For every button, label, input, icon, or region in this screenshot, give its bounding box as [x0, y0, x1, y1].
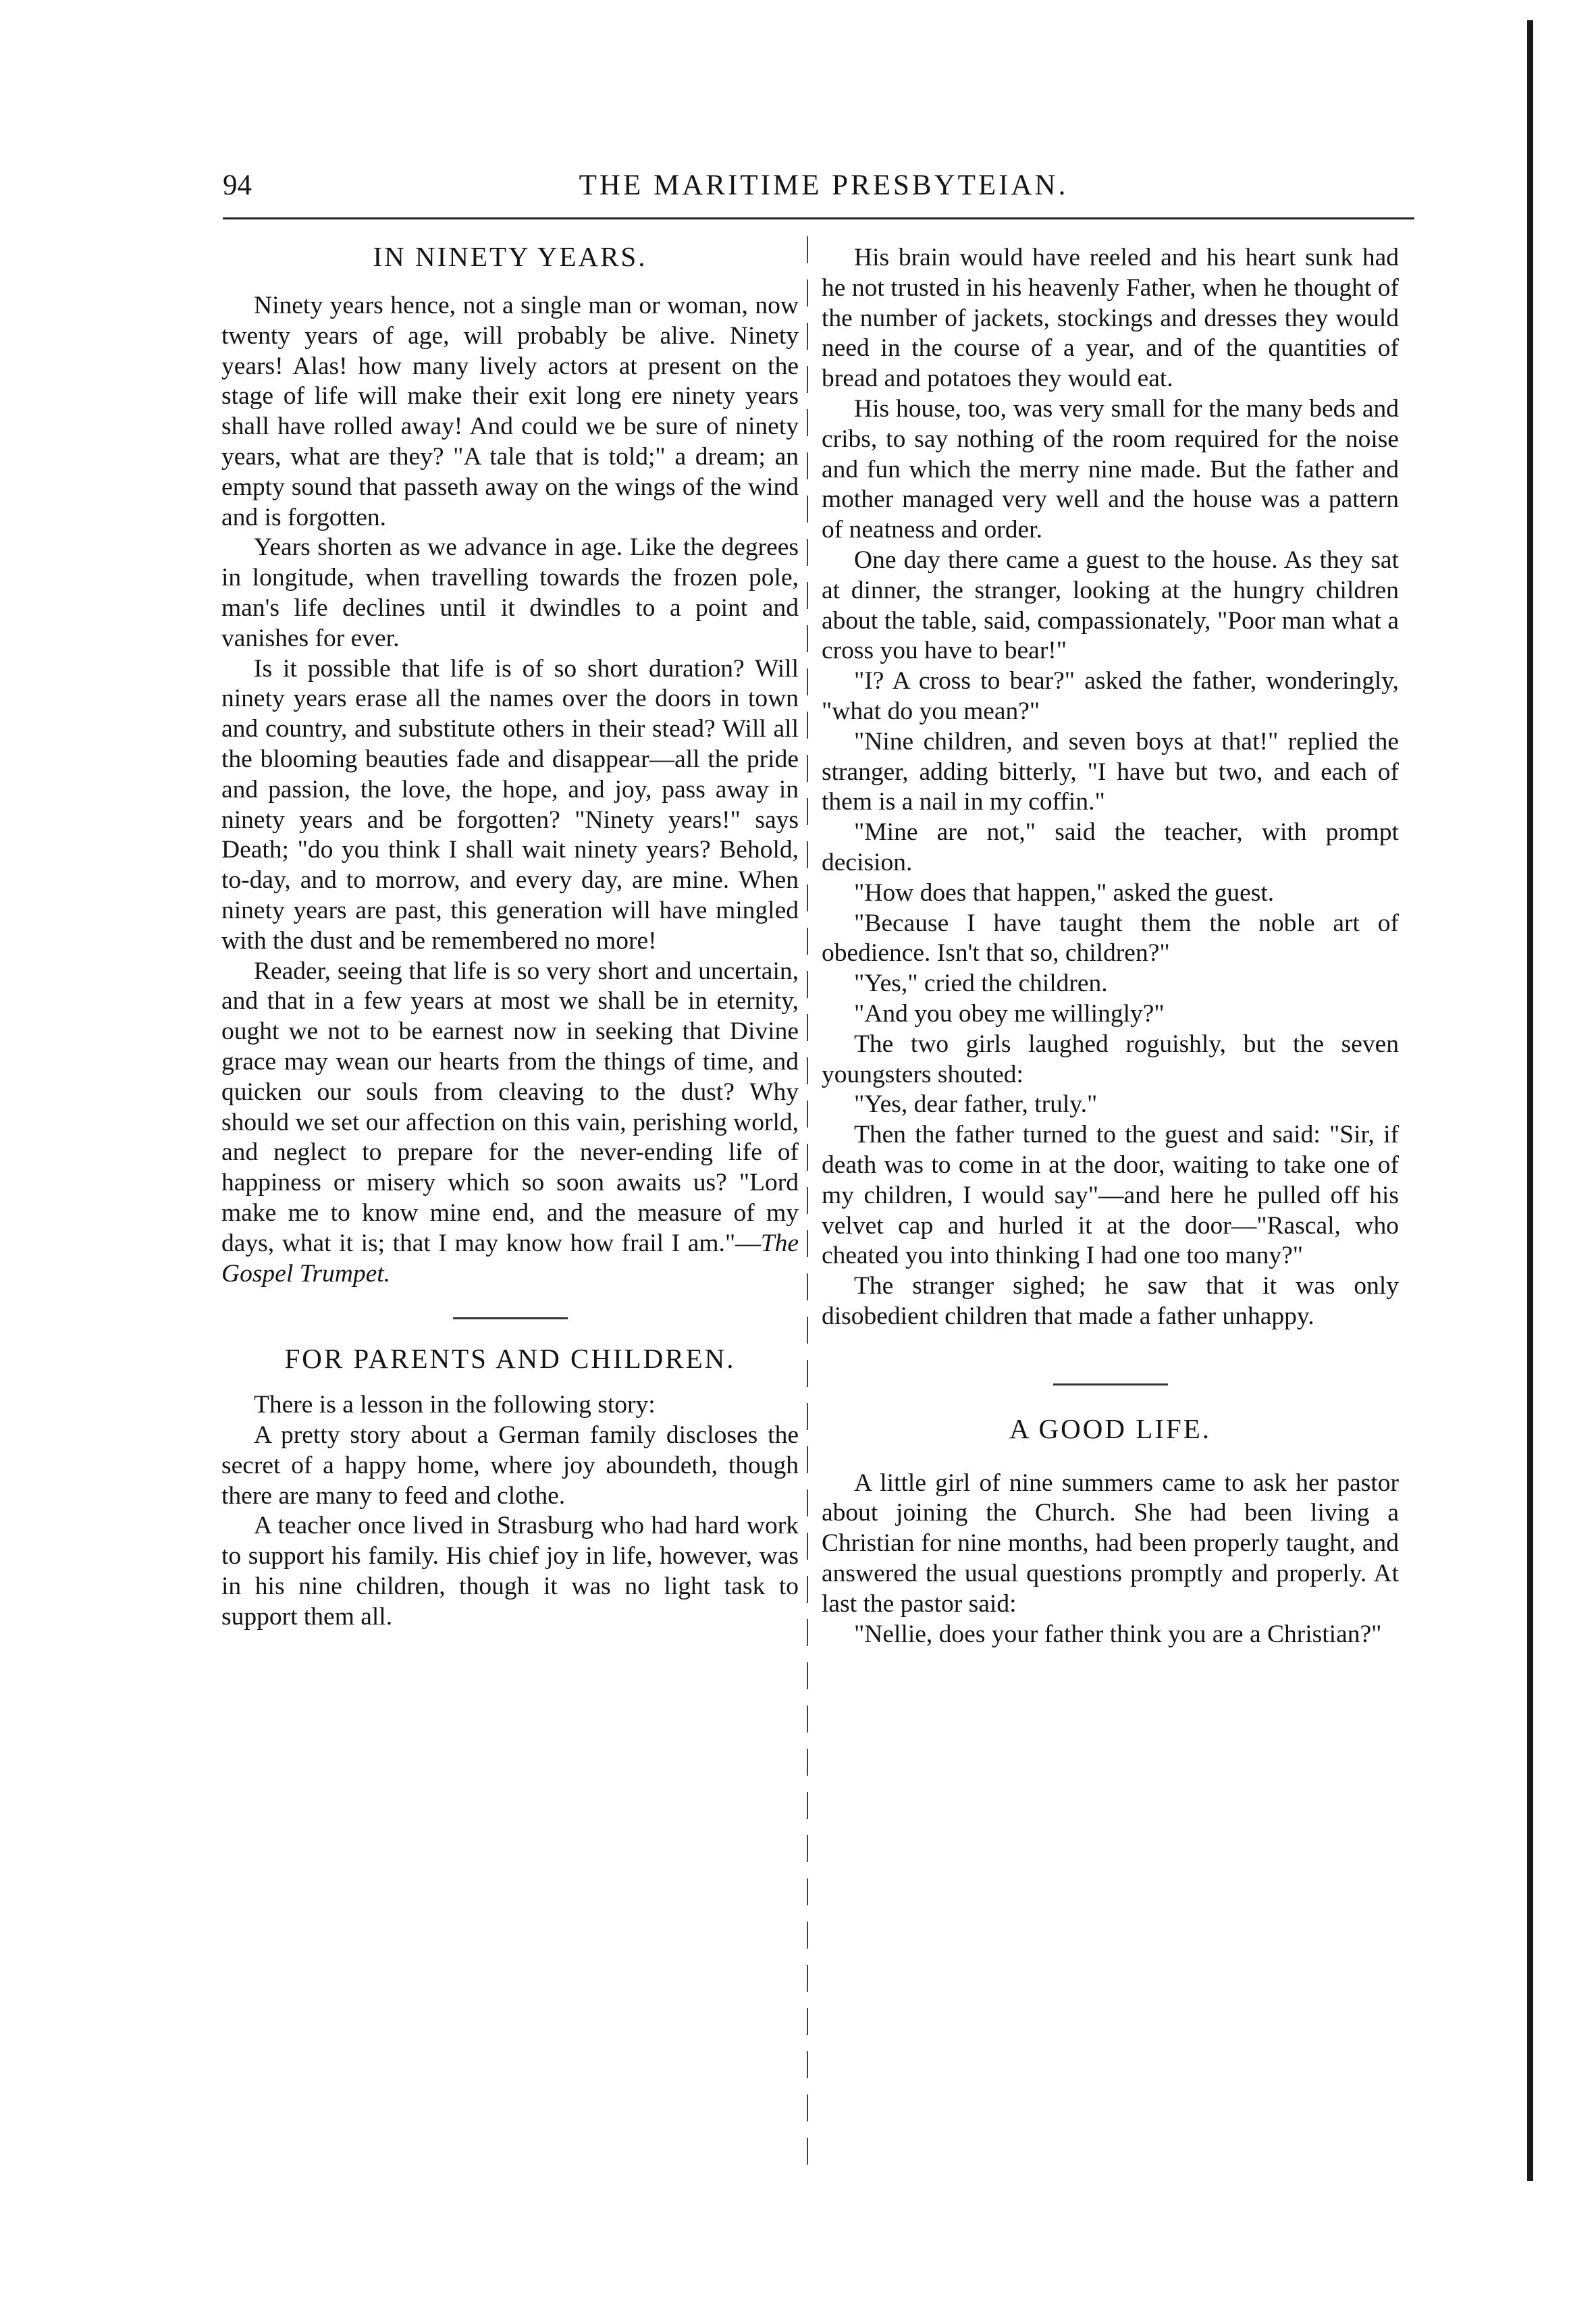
header-rule — [223, 217, 1414, 219]
paragraph: "Nine children, and seven boys at that!" replied the stranger, adding bitterly, "I have but two, and each of them is a nail in my coffin." — [822, 727, 1399, 816]
source-citation: The Gospel Trumpet. — [221, 1229, 799, 1288]
right-column — [822, 243, 1399, 1649]
paragraph: "Mine are not," said the teacher, with prompt decision. — [822, 818, 1399, 876]
paragraph-text: Reader, seeing that life is so very short and uncertain, and that in a few years at most we shall be in eternity, ought we not to be earnest now in seeking that Divine grace may wean our hearts from the things of time, and quicken our souls from cleaving to the dust? Why should we set our affection on this vain, perishing world, and neglect to prepare for the never-ending life of happiness or misery which so soon awaits us? "Lord make me to know mine end, and the measure of my days, what it is; that I may know how frail I am."— — [221, 957, 799, 1257]
paragraph: "And you obey me willingly?" — [854, 999, 1165, 1028]
article-title-good-life: A GOOD LIFE. — [1009, 1412, 1212, 1444]
paragraph: A teacher once lived in Strasburg who had hard work to support his family. His chief joy in life, however, was in his nine children, though it was no light task to support them all. — [221, 1512, 799, 1631]
paragraph: There is a lesson in the following story: — [254, 1391, 656, 1419]
paragraph: A little girl of nine summers came to ask her pastor about joining the Church. She had been living a Christian for nine months, had been properly taught, and answered the usual questions promptly and properly. At last the pastor said: — [822, 1469, 1399, 1618]
section-rule — [453, 1317, 568, 1319]
paragraph: A pretty story about a German family discloses the secret of a happy home, where joy aboundeth, though there are many to feed and clothe. — [221, 1421, 799, 1510]
paragraph: His brain would have reeled and his heart sunk had he not trusted in his heavenly Father, when he thought of the number of jackets, stockings and dresses they would need in the course of a year, and of the quantities of bread and potatoes they would eat. — [822, 244, 1399, 393]
section-rule — [1053, 1383, 1168, 1385]
paragraph: "Nellie, does your father think you are a Christian?" — [854, 1620, 1382, 1648]
paragraph: "Yes, dear father, truly." — [854, 1090, 1098, 1119]
paragraph: Then the father turned to the guest and said: "Sir, if death was to come in at the door, waiting to take one of my children, I would say"—and here he pulled off his velvet cap and hurled it at the door—"Rascal, who cheated you into thinking I had one too many?" — [822, 1121, 1399, 1270]
column-divider — [807, 236, 808, 2181]
paragraph: One day there came a guest to the house. As they sat at dinner, the stranger, looking at the hungry children about the table, said, compassionately, "Poor man what a cross you have to bear!" — [822, 546, 1399, 665]
paragraph: The two girls laughed roguishly, but the seven youngsters shouted: — [822, 1030, 1399, 1088]
article-title-ninety-years: IN NINETY YEARS. — [373, 241, 647, 272]
paragraph: "Because I have taught them the noble art of obedience. Isn't that so, children?" — [822, 909, 1399, 968]
paragraph: Years shorten as we advance in age. Like the degrees in longitude, when travelling towards the frozen pole, man's life declines until it dwindles to a point and vanishes for ever. — [221, 533, 799, 652]
paragraph: "I? A cross to bear?" asked the father, wonderingly, "what do you mean?" — [822, 667, 1399, 725]
article-title-parents-children: FOR PARENTS AND CHILDREN. — [284, 1343, 736, 1375]
left-column — [221, 243, 799, 1633]
page-edge-bar — [1527, 20, 1533, 2181]
paragraph: The stranger sighed; he saw that it was only disobedient children that made a father unhappy. — [822, 1272, 1399, 1330]
paragraph: "Yes," cried the children. — [854, 970, 1108, 998]
paragraph: His house, too, was very small for the many beds and cribs, to say nothing of the room required for the noise and fun which the merry nine made. But the father and mother managed very well and the house was a pattern of neatness and order. — [822, 394, 1399, 544]
paragraph: "How does that happen," asked the guest. — [854, 878, 1275, 907]
running-head: THE MARITIME PRESBYTEIAN. — [579, 169, 1069, 201]
paragraph: Ninety years hence, not a single man or woman, now twenty years of age, will probably be alive. Ninety years! Alas! how many lively actors at present on the stage of life will make their exit long ere ninety years shall have rolled away! And could we be sure of ninety years, what are they? "A tale that is told;" a dream; an empty sound that passeth away on the wings of the wind and is forgotten. — [221, 292, 799, 531]
page-number: 94 — [223, 169, 252, 201]
paragraph-with-source — [221, 957, 799, 1290]
paragraph: Is it possible that life is of so short duration? Will ninety years erase all the names over the doors in town and country, and substitute others in their stead? Will all the blooming beauties fade and disappear—all the pride and passion, the love, the hope, and joy, pass away in ninety years and be forgotten? "Ninety years!" says Death; "do you think I shall wait ninety years? Behold, to-day, and to morrow, and every day, are mine. When ninety years are past, this generation will have mingled with the dust and be remembered no more! — [221, 654, 799, 955]
